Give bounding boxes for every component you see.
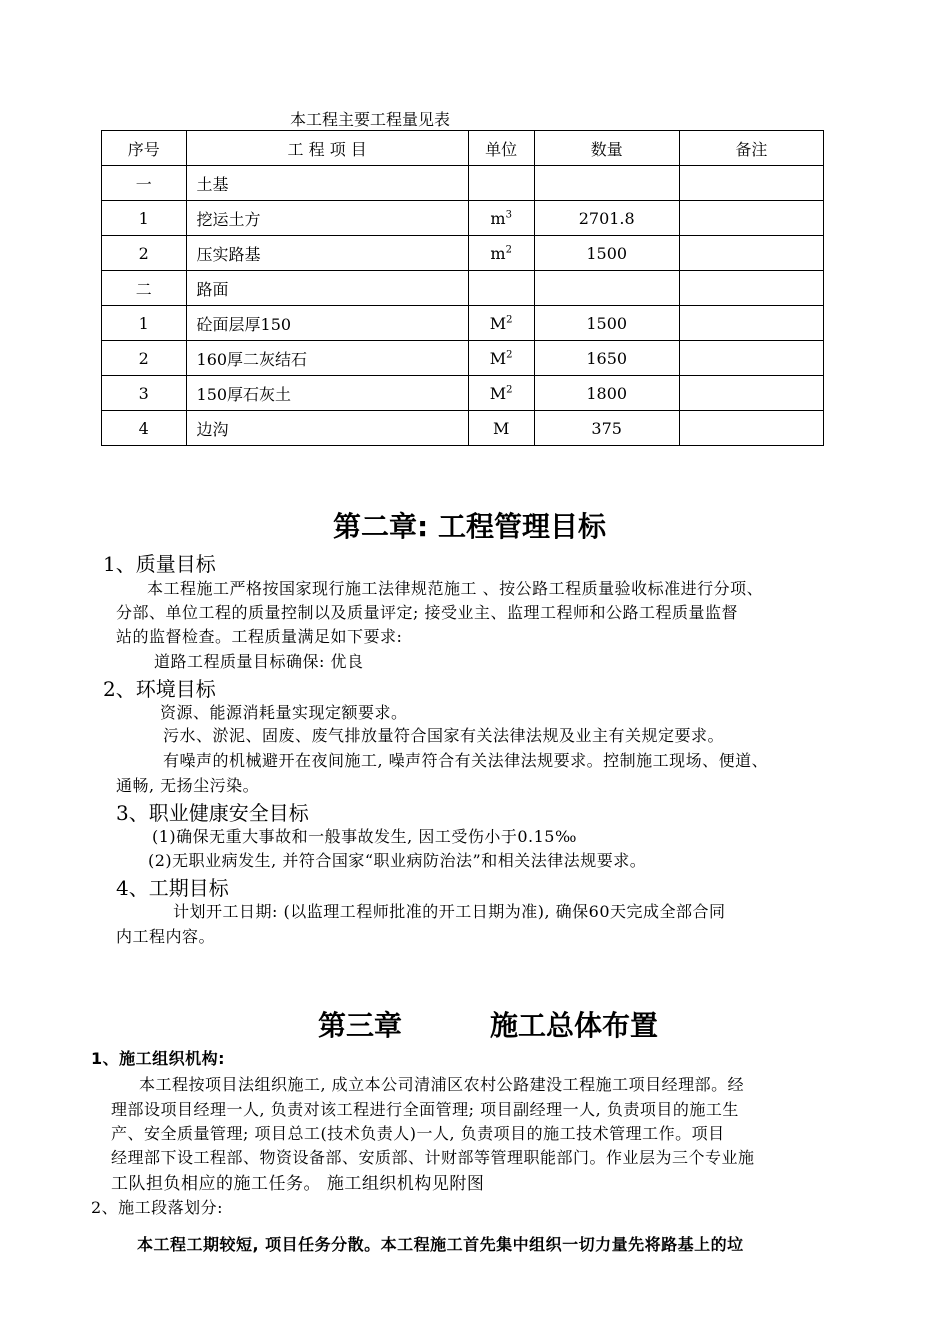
header-unit: 单位 — [468, 131, 534, 166]
cell-unit — [468, 271, 534, 306]
cell-no: 2 — [102, 341, 187, 376]
table-row — [102, 376, 824, 411]
cell-no: 3 — [102, 376, 187, 411]
cell-item: 土基 — [186, 166, 468, 201]
paragraph-line: 通畅, 无扬尘污染。 — [116, 776, 260, 795]
cell-unit: $m^3$ — [468, 201, 534, 236]
cell-item: 压实路基 — [186, 236, 468, 271]
table-row — [102, 271, 824, 306]
cell-note — [679, 201, 823, 236]
chapter3-title-text: 施工总体布置 — [490, 1009, 659, 1042]
header-note: 备注 — [679, 131, 823, 166]
cell-no: 1 — [102, 201, 187, 236]
cell-item: 挖运土方 — [186, 201, 468, 236]
cell-qty: 1650 — [534, 341, 679, 376]
cell-no: 一 — [102, 166, 187, 201]
table-row — [102, 166, 824, 201]
chapter2-title: 第二章: 工程管理目标 — [333, 510, 606, 543]
paragraph-line: 计划开工日期: (以监理工程师批准的开工日期为准), 确保60天完成全部合同 — [173, 902, 726, 921]
header-no: 序号 — [102, 131, 187, 166]
cell-unit: $m^2$ — [468, 236, 534, 271]
cell-no: 二 — [102, 271, 187, 306]
cell-note — [679, 166, 823, 201]
cell-no: 1 — [102, 306, 187, 341]
cell-item: 砼面层厚150 — [186, 306, 468, 341]
paragraph-line: 站的监督检查。工程质量满足如下要求: — [116, 627, 403, 646]
header-qty: 数量 — [534, 131, 679, 166]
cell-qty: 1800 — [534, 376, 679, 411]
cell-unit: M — [468, 411, 534, 446]
cell-unit — [468, 166, 534, 201]
cell-note — [679, 376, 823, 411]
cell-qty: 2701.8 — [534, 201, 679, 236]
cell-qty: 1500 — [534, 236, 679, 271]
quality-goal-heading: 1、质量目标 — [103, 552, 216, 576]
cell-item: 150厚石灰土 — [186, 376, 468, 411]
cell-unit: $M^2$ — [468, 341, 534, 376]
environment-goal-heading: 2、环境目标 — [103, 677, 216, 701]
safety-goal-heading: 3、职业健康安全目标 — [116, 801, 309, 825]
table-row — [102, 236, 824, 271]
cell-qty — [534, 271, 679, 306]
cell-item: 路面 — [186, 271, 468, 306]
segment-division-heading: 2、施工段落划分: — [91, 1198, 224, 1217]
table-row — [102, 411, 824, 446]
quantity-table — [101, 130, 824, 446]
paragraph-line: 本工程工期较短, 项目任务分散。本工程施工首先集中组织一切力量先将路基上的垃 — [137, 1235, 744, 1254]
cell-note — [679, 341, 823, 376]
paragraph-line: 资源、能源消耗量实现定额要求。 — [160, 703, 408, 722]
cell-note — [679, 306, 823, 341]
cell-unit: $M^2$ — [468, 306, 534, 341]
cell-qty: 1500 — [534, 306, 679, 341]
paragraph-line: (2)无职业病发生, 并符合国家“职业病防治法”和相关法律法规要求。 — [148, 851, 647, 870]
table-row — [102, 306, 824, 341]
paragraph-line: 本工程按项目法组织施工, 成立本公司清浦区农村公路建没工程施工项目经理部。经 — [139, 1075, 745, 1094]
paragraph-line: 本工程施工严格按国家现行施工法律规范施工 、按公路工程质量验收标准进行分项、 — [147, 579, 764, 598]
table-row — [102, 341, 824, 376]
paragraph-line: 理部设项目经理一人, 负责对该工程进行全面管理; 项目副经理一人, 负责项目的施工生 — [111, 1100, 739, 1119]
paragraph-line: (1)确保无重大事故和一般事故发生, 因工受伤小于0.15‰ — [152, 827, 577, 846]
table-header-row — [102, 131, 824, 166]
cell-unit: $M^2$ — [468, 376, 534, 411]
cell-note — [679, 411, 823, 446]
organization-heading: 1、施工组织机构: — [91, 1049, 226, 1068]
cell-note — [679, 271, 823, 306]
schedule-goal-heading: 4、工期目标 — [116, 876, 229, 900]
cell-no: 4 — [102, 411, 187, 446]
paragraph-line: 道路工程质量目标确保: 优良 — [154, 652, 364, 671]
paragraph-line: 工队担负相应的施工任务。 施工组织机构见附图 — [111, 1174, 485, 1194]
header-item: 工 程 项 目 — [186, 131, 468, 166]
paragraph-line: 污水、淤泥、固废、废气排放量符合国家有关法律法规及业主有关规定要求。 — [163, 726, 725, 745]
cell-item: 160厚二灰结石 — [186, 341, 468, 376]
paragraph-line: 分部、单位工程的质量控制以及质量评定; 接受业主、监理工程师和公路工程质量监督 — [116, 603, 738, 622]
table-row — [102, 201, 824, 236]
paragraph-line: 有噪声的机械避开在夜间施工, 噪声符合有关法律法规要求。控制施工现场、便道、 — [163, 751, 769, 770]
paragraph-line: 产、安全质量管理; 项目总工(技术负责人)一人, 负责项目的施工技术管理工作。项目 — [111, 1124, 725, 1143]
table-caption: 本工程主要工程量见表 — [290, 110, 451, 129]
cell-note — [679, 236, 823, 271]
paragraph-line: 内工程内容。 — [116, 927, 216, 946]
paragraph-line: 经理部下设工程部、物资设备部、安质部、计财部等管理职能部门。作业层为三个专业施 — [111, 1148, 755, 1167]
cell-item: 边沟 — [186, 411, 468, 446]
cell-no: 2 — [102, 236, 187, 271]
cell-qty — [534, 166, 679, 201]
chapter3-title-number: 第三章 — [318, 1009, 403, 1042]
cell-qty: 375 — [534, 411, 679, 446]
